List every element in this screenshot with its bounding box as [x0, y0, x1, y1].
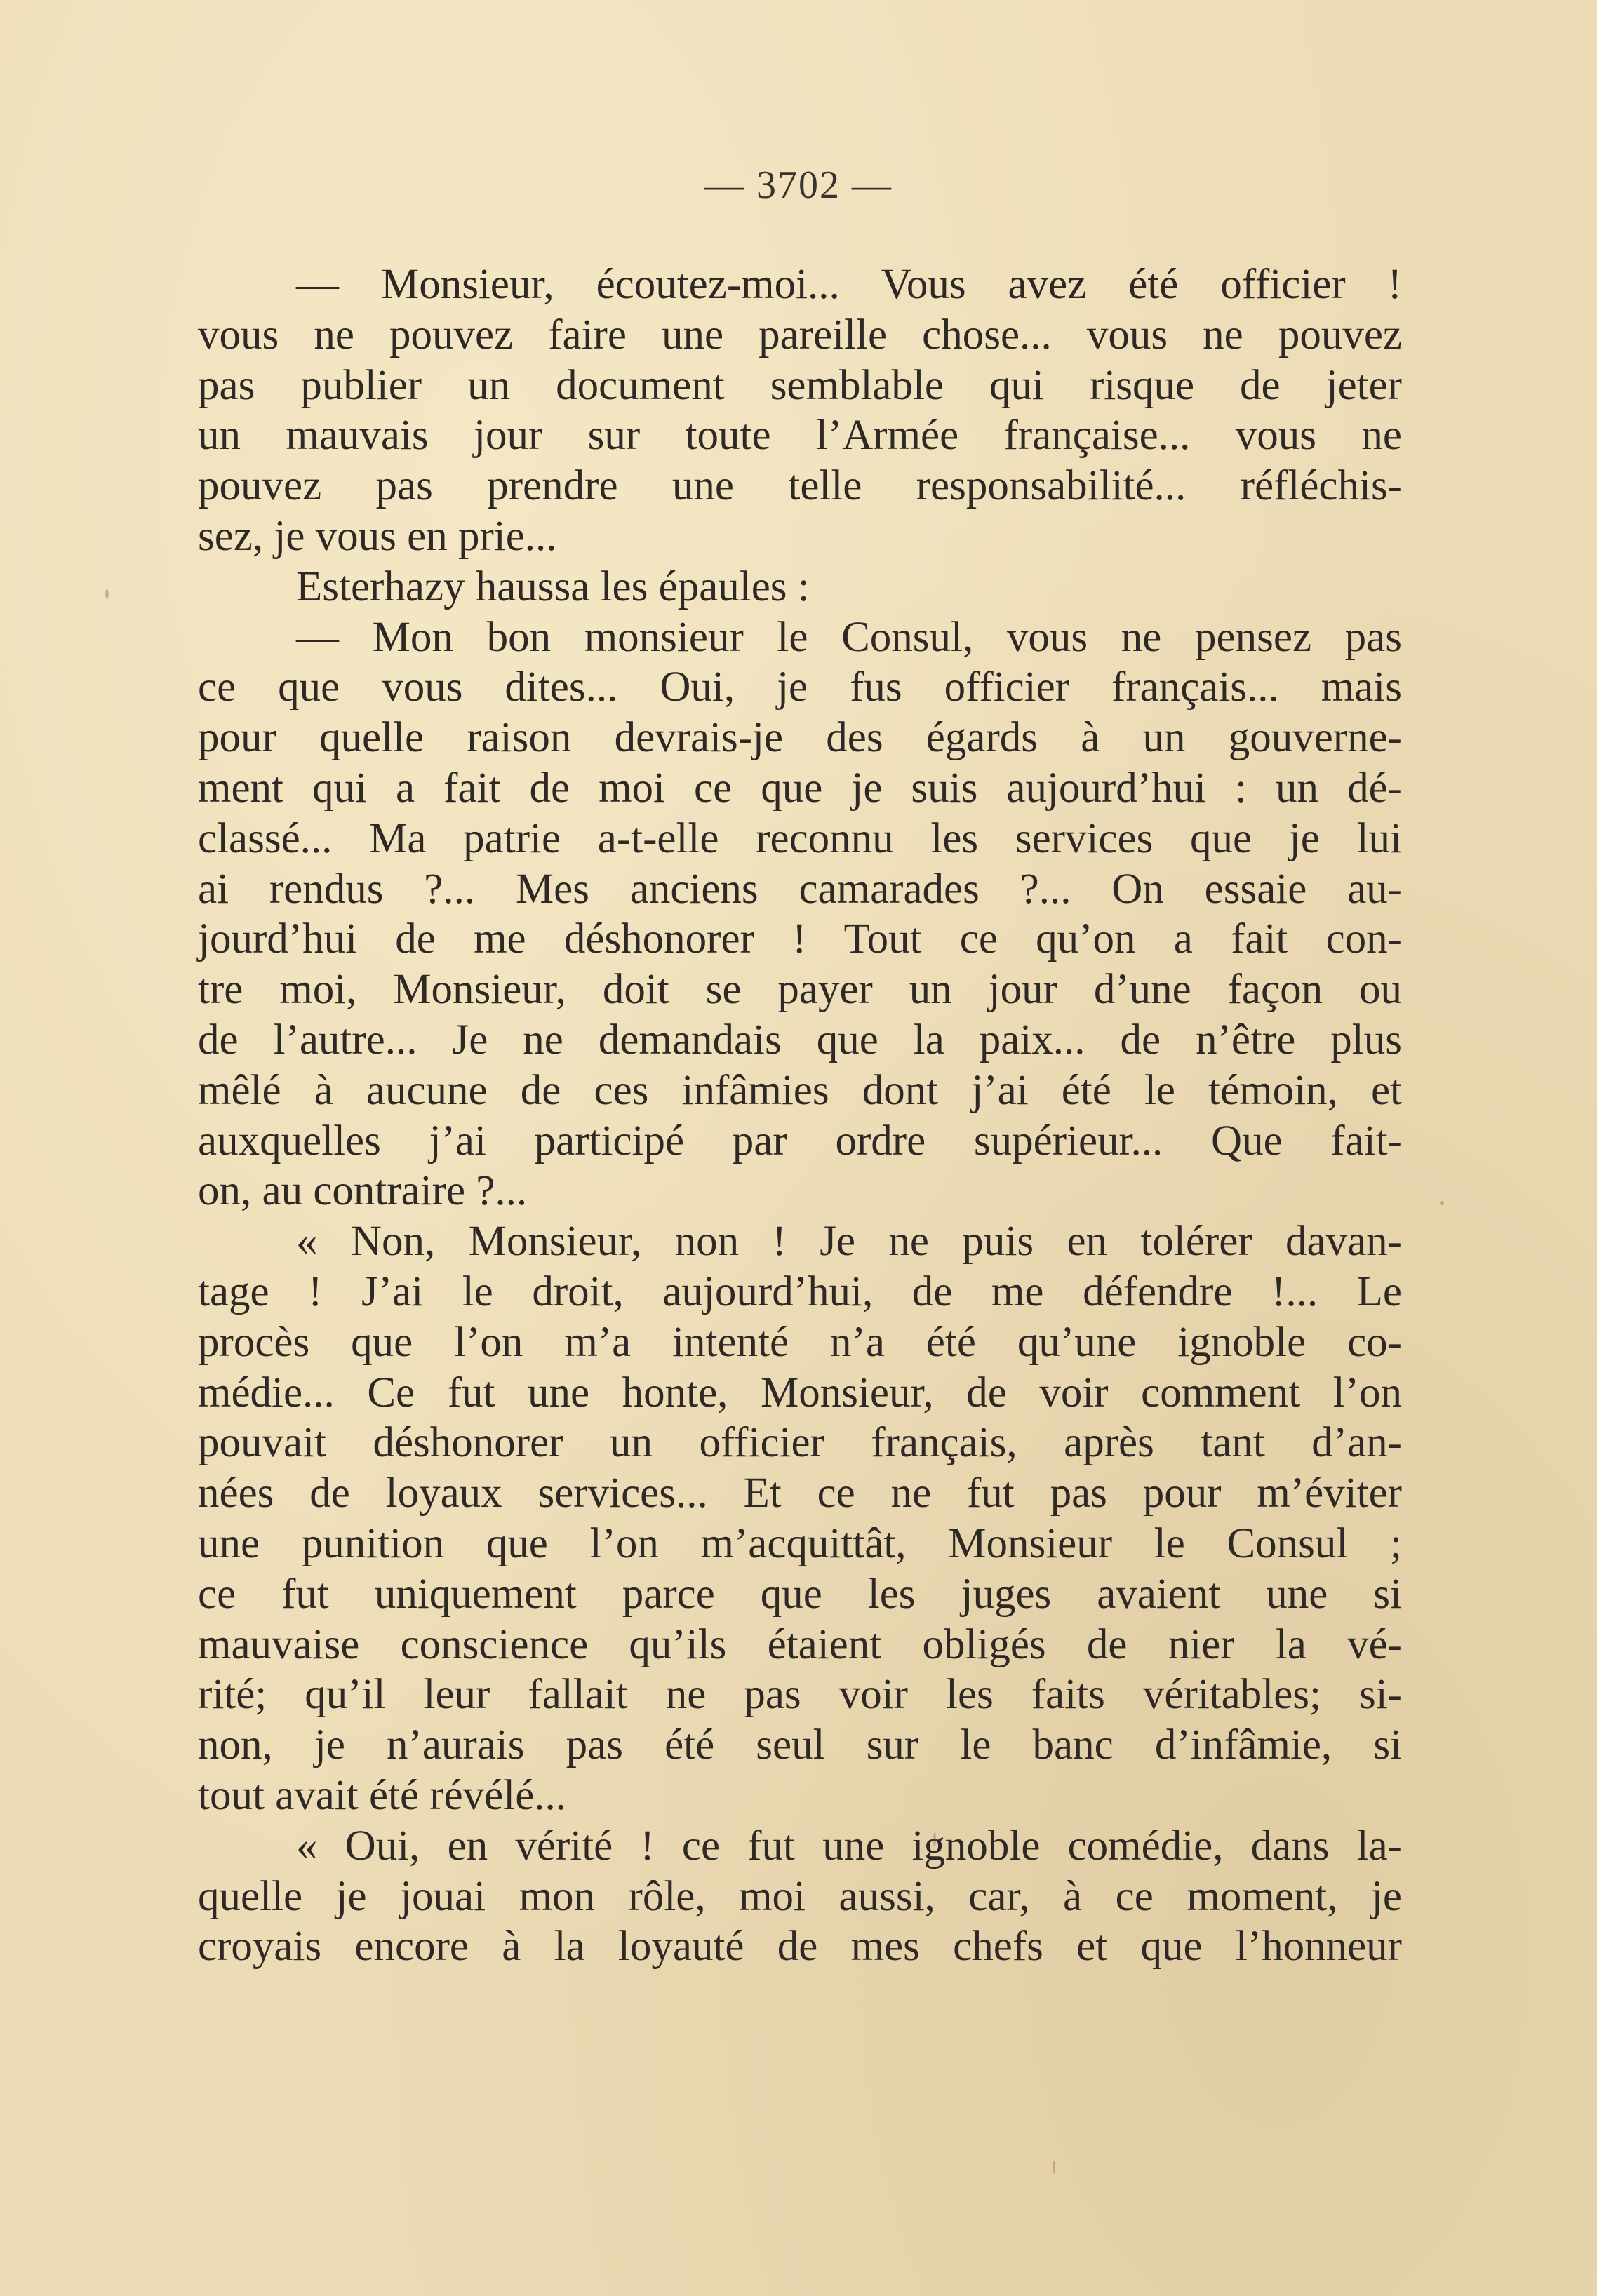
- paper-speck: [933, 1832, 936, 1846]
- text-line: pouvez pas prendre une telle responsabilité... réfléchis-: [198, 462, 1402, 510]
- text-line: nées de loyaux services... Et ce ne fut pas pour m’éviter: [198, 1470, 1402, 1517]
- text-line: — Mon bon monsieur le Consul, vous ne pensez pas: [296, 613, 1402, 661]
- text-line: vous ne pouvez faire une pareille chose... vous ne pouvez: [198, 311, 1402, 358]
- text-line: ce que vous dites... Oui, je fus officier français... mais: [198, 664, 1402, 711]
- text-line: ai rendus ?... Mes anciens camarades ?... On essaie au-: [198, 865, 1402, 913]
- text-line: on, au contraire ?...: [198, 1167, 528, 1215]
- paper-speck: [1440, 1201, 1444, 1205]
- text-line: Esterhazy haussa les épaules :: [296, 563, 810, 610]
- text-line: auxquelles j’ai participé par ordre supérieur... Que fait-: [198, 1117, 1402, 1164]
- paper-speck: [105, 589, 109, 599]
- text-line: un mauvais jour sur toute l’Armée française... vous ne: [198, 412, 1402, 459]
- text-line: médie... Ce fut une honte, Monsieur, de voir comment l’on: [198, 1369, 1402, 1416]
- text-line: rité; qu’il leur fallait ne pas voir les faits véritables; si-: [198, 1671, 1402, 1719]
- text-line: tage ! J’ai le droit, aujourd’hui, de me défendre !... Le: [198, 1268, 1402, 1315]
- page-number: — 3702 —: [704, 163, 893, 207]
- text-line: « Oui, en vérité ! ce fut une ignoble comédie, dans la-: [296, 1822, 1402, 1869]
- text-line: pouvait déshonorer un officier français, après tant d’an-: [198, 1419, 1402, 1467]
- text-line: — Monsieur, écoutez-moi... Vous avez été officier !: [296, 261, 1402, 308]
- text-line: « Non, Monsieur, non ! Je ne puis en tolérer davan-: [296, 1218, 1402, 1266]
- text-line: ce fut uniquement parce que les juges avaient une si: [198, 1570, 1402, 1618]
- body-text: [198, 260, 1402, 1972]
- text-line: mauvaise conscience qu’ils étaient obligés de nier la vé-: [198, 1620, 1402, 1668]
- text-line: mêlé à aucune de ces infâmies dont j’ai été le témoin, et: [198, 1066, 1402, 1114]
- paper-speck: [1053, 2161, 1055, 2173]
- text-line: sez, je vous en prie...: [198, 512, 557, 560]
- text-line: non, je n’aurais pas été seul sur le banc d’infâmie, si: [198, 1721, 1402, 1769]
- text-line: procès que l’on m’a intenté n’a été qu’une ignoble co-: [198, 1318, 1402, 1366]
- text-line: quelle je jouai mon rôle, moi aussi, car, à ce moment, je: [198, 1872, 1402, 1920]
- text-line: ment qui a fait de moi ce que je suis aujourd’hui : un dé-: [198, 764, 1402, 812]
- text-line: tout avait été révélé...: [198, 1771, 567, 1819]
- text-line: pas publier un document semblable qui risque de jeter: [198, 361, 1402, 409]
- text-line: une punition que l’on m’acquittât, Monsieur le Consul ;: [198, 1519, 1402, 1567]
- text-line: pour quelle raison devrais-je des égards à un gouverne-: [198, 714, 1402, 762]
- text-line: tre moi, Monsieur, doit se payer un jour d’une façon ou: [198, 966, 1402, 1014]
- text-line: classé... Ma patrie a-t-elle reconnu les services que je lui: [198, 814, 1402, 862]
- text-line: de l’autre... Je ne demandais que la paix... de n’être plus: [198, 1016, 1402, 1063]
- text-line: croyais encore à la loyauté de mes chefs et que l’honneur: [198, 1923, 1402, 1971]
- text-line: jourd’hui de me déshonorer ! Tout ce qu’on a fait con-: [198, 915, 1402, 963]
